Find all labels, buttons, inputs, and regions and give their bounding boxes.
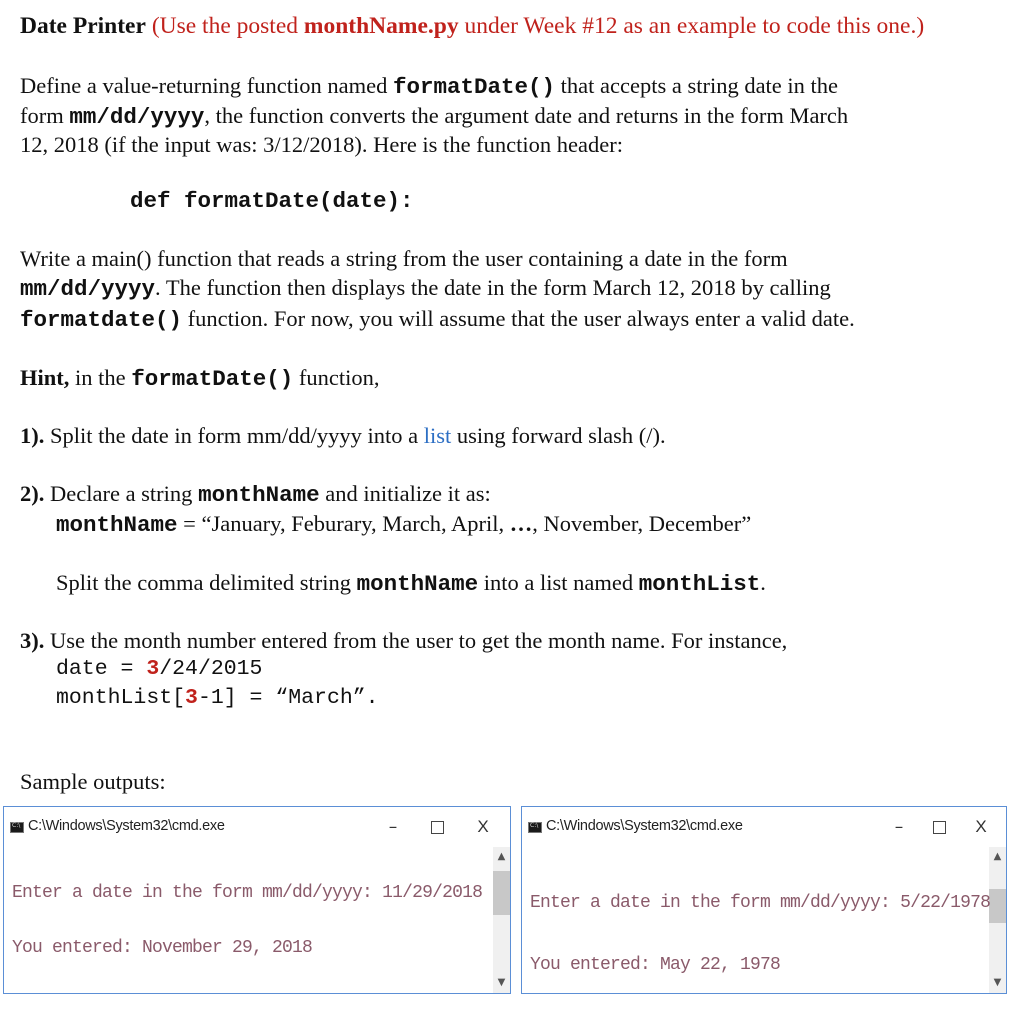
para2-line1: Write a main() function that reads a string from the user containing a date in the form	[20, 246, 788, 271]
page-title	[20, 12, 924, 40]
scrollbar-thumb[interactable]	[989, 889, 1006, 923]
step3-line: 3). Use the month number entered from the user to get the month name. For instance,	[20, 628, 788, 653]
minimize-button[interactable]: –	[894, 817, 904, 837]
para1-line3: 12, 2018 (if the input was: 3/12/2018). Here is the function header:	[20, 132, 623, 157]
console-title: C:\Windows\System32\cmd.exe	[546, 818, 743, 834]
chevron-up-icon[interactable]: ▲	[993, 851, 1002, 862]
step2-split-line: Split the comma delimited string monthName into a list named monthList.	[56, 570, 766, 597]
title-text: Date Printer	[20, 13, 146, 39]
sample-outputs-label: Sample outputs:	[20, 769, 166, 794]
console-window-1	[3, 806, 511, 994]
list-link[interactable]: list	[423, 423, 452, 448]
console-titlebar	[522, 807, 1006, 847]
step1-line: 1). Split the date in form mm/dd/yyyy into a list using forward slash (/).	[20, 423, 666, 448]
chevron-up-icon[interactable]: ▲	[497, 851, 506, 862]
maximize-button[interactable]	[928, 814, 950, 840]
maximize-icon	[431, 821, 444, 834]
console-result-line: You entered: November 29, 2018	[12, 938, 313, 958]
minimize-button[interactable]: –	[388, 817, 398, 837]
maximize-icon	[933, 821, 946, 834]
cmd-icon	[10, 822, 24, 833]
step2-line: 2). Declare a string monthName and initialize it as:	[20, 481, 491, 508]
close-button[interactable]: X	[477, 817, 489, 836]
console-result-line: You entered: May 22, 1978	[530, 955, 781, 975]
para2-line3: formatdate() function. For now, you will assume that the user always enter a valid date.	[20, 306, 855, 333]
scrollbar[interactable]	[493, 847, 510, 993]
chevron-down-icon[interactable]: ▼	[497, 977, 506, 988]
step2-declaration: monthName = “January, Feburary, March, April, …, November, December”	[56, 511, 752, 538]
para1-line1: Define a value-returning function named formatDate() that accepts a string date in the	[20, 73, 839, 100]
scrollbar[interactable]	[989, 847, 1006, 993]
step3-example2: monthList[3-1] = “March”.	[56, 686, 379, 710]
maximize-button[interactable]	[426, 814, 448, 840]
step3-example1: date = 3/24/2015	[56, 657, 263, 681]
chevron-down-icon[interactable]: ▼	[993, 977, 1002, 988]
cmd-icon	[528, 822, 542, 833]
console-prompt-line: Enter a date in the form mm/dd/yyyy: 11/29/2018	[12, 883, 483, 903]
close-button[interactable]: X	[975, 817, 987, 836]
scrollbar-thumb[interactable]	[493, 871, 510, 915]
hint-line: Hint, in the formatDate() function,	[20, 365, 380, 392]
para2-line2: mm/dd/yyyy. The function then displays the date in the form March 12, 2018 by calling	[20, 275, 831, 302]
console-prompt-line: Enter a date in the form mm/dd/yyyy: 5/22/1978	[530, 893, 991, 913]
console-title: C:\Windows\System32\cmd.exe	[28, 818, 225, 834]
para1-line2: form mm/dd/yyyy, the function converts the argument date and returns in the form March	[20, 103, 849, 130]
function-header-code: def formatDate(date):	[130, 188, 414, 214]
console-window-2	[521, 806, 1007, 994]
console-titlebar	[4, 807, 510, 847]
title-note: (Use the posted monthName.py under Week #12 as an example to code this one.)	[151, 13, 925, 39]
